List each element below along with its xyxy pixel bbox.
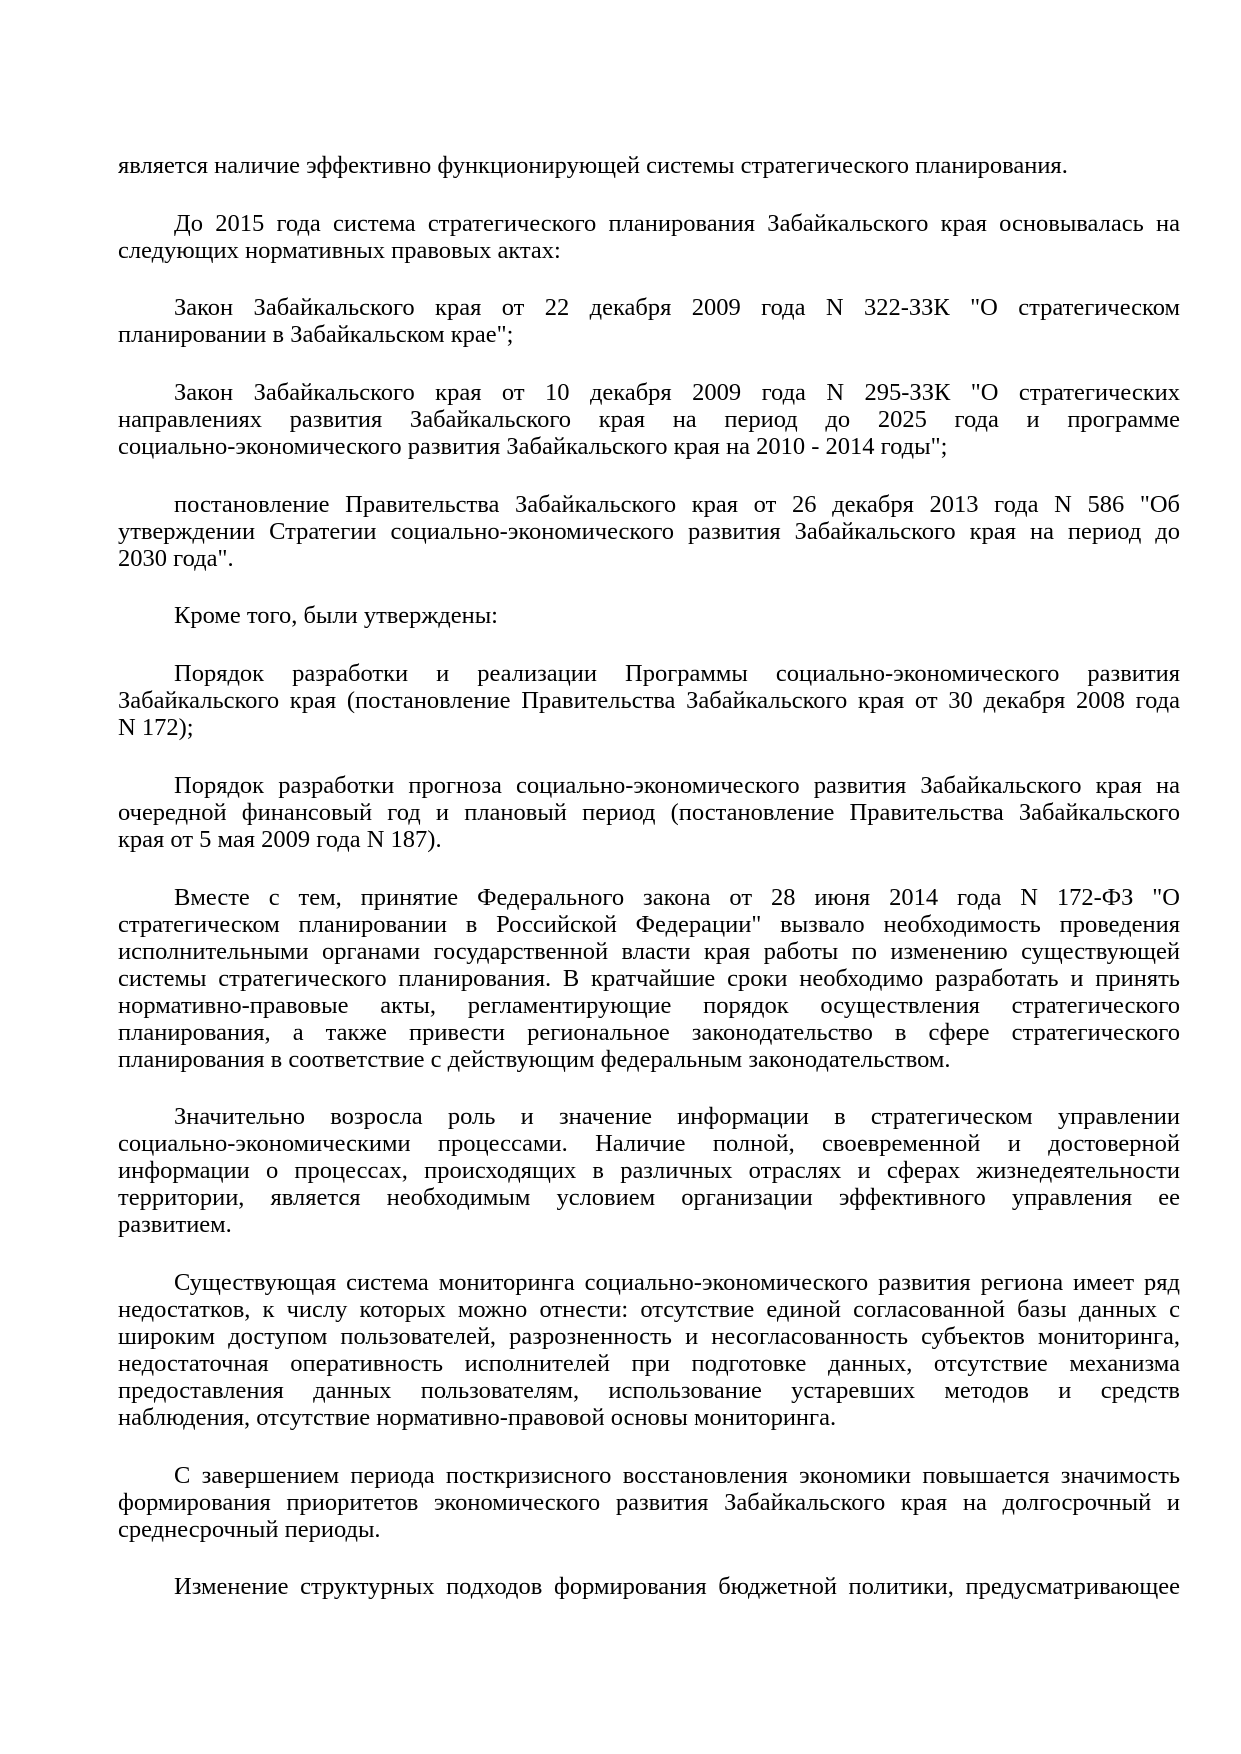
text-line: Закон Забайкальского края от 22 декабря 2009 года N 322-ЗЗК "О стратегическом — [174, 294, 1180, 322]
text-line: планирования, а также привести региональное законодательство в сфере стратегического — [118, 1018, 1180, 1046]
text-line: края от 5 мая 2009 года N 187). — [118, 825, 442, 853]
paragraph — [118, 491, 1180, 572]
text-line: информации о процессах, происходящих в различных отраслях и сферах жизнедеятельности — [118, 1157, 1180, 1185]
text-line: планировании в Забайкальском крае"; — [118, 321, 514, 349]
paragraph — [118, 379, 1180, 460]
paragraph — [118, 1462, 1180, 1543]
paragraph — [118, 152, 1180, 179]
text-line: постановление Правительства Забайкальского края от 26 декабря 2013 года N 586 "Об — [174, 490, 1180, 518]
text-line: планирования в соответствие с действующим федеральным законодательством. — [118, 1045, 951, 1073]
text-line: является наличие эффективно функционирующей системы стратегического планирования. — [118, 152, 1068, 179]
paragraph — [118, 294, 1180, 348]
text-line: N 172); — [118, 714, 194, 742]
text-line: До 2015 года система стратегического планирования Забайкальского края основывалась на — [174, 209, 1180, 237]
text-line: направлениях развития Забайкальского края на период до 2025 года и программе — [118, 406, 1180, 434]
paragraph — [118, 884, 1180, 1073]
text-line: территории, является необходимым условием организации эффективного управления ее — [118, 1184, 1180, 1212]
text-line: недостатков, к числу которых можно отнести: отсутствие единой согласованной базы данных с — [118, 1295, 1180, 1323]
paragraph — [118, 210, 1180, 264]
text-line: Вместе с тем, принятие Федерального закона от 28 июня 2014 года N 172-ФЗ "О — [174, 883, 1180, 911]
text-line: формирования приоритетов экономического развития Забайкальского края на долгосрочный и — [118, 1488, 1180, 1516]
paragraph — [118, 660, 1180, 741]
text-line: среднесрочный периоды. — [118, 1515, 381, 1543]
text-line: Порядок разработки и реализации Программы социально-экономического развития — [174, 660, 1180, 688]
text-line: следующих нормативных правовых актах: — [118, 236, 561, 264]
text-line: социально-экономического развития Забайкальского края на 2010 - 2014 годы"; — [118, 433, 948, 461]
text-line: Закон Забайкальского края от 10 декабря 2009 года N 295-ЗЗК "О стратегических — [174, 379, 1180, 407]
paragraph — [118, 1269, 1180, 1431]
text-line: Значительно возросла роль и значение информации в стратегическом управлении — [174, 1103, 1180, 1131]
text-line: широким доступом пользователей, разрозненность и несогласованность субъектов мониторинга, — [118, 1322, 1180, 1350]
paragraph — [118, 772, 1180, 853]
paragraph — [118, 1103, 1180, 1238]
paragraph — [118, 1573, 1180, 1600]
text-line: предоставления данных пользователям, использование устаревших методов и средств — [118, 1376, 1180, 1404]
text-line: утверждении Стратегии социально-экономического развития Забайкальского края на период до — [118, 517, 1180, 545]
text-line: Забайкальского края (постановление Правительства Забайкальского края от 30 декабря 2008 года — [118, 687, 1180, 715]
text-line: недостаточная оперативность исполнителей при подготовке данных, отсутствие механизма — [118, 1349, 1180, 1377]
text-line: нормативно-правовые акты, регламентирующие порядок осуществления стратегического — [118, 991, 1180, 1019]
text-line: С завершением периода посткризисного восстановления экономики повышается значимость — [174, 1461, 1180, 1489]
text-line: Существующая система мониторинга социально-экономического развития региона имеет ряд — [174, 1268, 1180, 1296]
text-line: наблюдения, отсутствие нормативно-правовой основы мониторинга. — [118, 1403, 837, 1431]
text-line: исполнительными органами государственной власти края работы по изменению существующей — [118, 937, 1180, 965]
paragraph — [118, 602, 1180, 629]
text-line: очередной финансовый год и плановый период (постановление Правительства Забайкальского — [118, 798, 1180, 826]
text-line: социально-экономическими процессами. Наличие полной, своевременной и достоверной — [118, 1130, 1180, 1158]
text-line: Порядок разработки прогноза социально-экономического развития Забайкальского края на — [174, 771, 1180, 799]
document-page — [118, 152, 1180, 1631]
text-line: стратегическом планировании в Российской Федерации" вызвало необходимость проведения — [118, 910, 1180, 938]
text-line: Изменение структурных подходов формирования бюджетной политики, предусматривающее — [174, 1573, 1180, 1601]
text-line: системы стратегического планирования. В кратчайшие сроки необходимо разработать и принять — [118, 964, 1180, 992]
text-line: Кроме того, были утверждены: — [174, 602, 498, 630]
text-line: развитием. — [118, 1211, 232, 1239]
text-line: 2030 года". — [118, 544, 234, 572]
